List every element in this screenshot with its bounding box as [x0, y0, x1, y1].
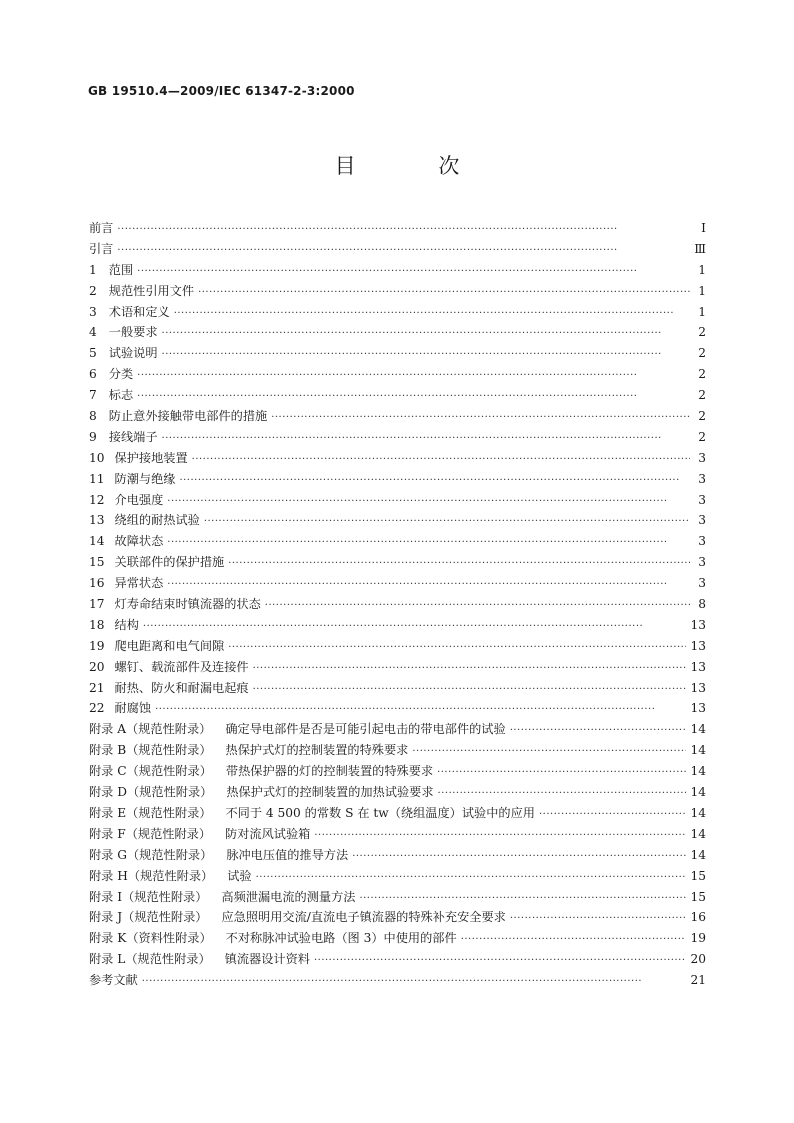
dot-leader	[539, 805, 687, 826]
toc-row[interactable]	[89, 636, 706, 657]
toc-entry-text	[89, 824, 310, 845]
dot-leader	[253, 659, 687, 680]
toc-appendix-label: 附录 K（资料性附录）	[89, 931, 212, 946]
toc-row[interactable]	[89, 970, 706, 991]
toc-page-number: 2	[698, 409, 706, 424]
toc-page-number: 14	[690, 743, 706, 758]
dot-leader	[437, 763, 686, 784]
dot-leader	[155, 700, 686, 721]
toc-page-number: 19	[690, 931, 706, 946]
toc-entry-text	[89, 531, 163, 552]
toc-row[interactable]	[89, 510, 706, 531]
toc-entry-text	[89, 573, 163, 594]
toc-section-title: 高频泄漏电流的测量方法	[221, 889, 356, 904]
toc-entry-text	[89, 657, 249, 678]
toc-entry-text	[89, 636, 224, 657]
toc-page-number: 3	[698, 576, 706, 591]
toc-page-number: 3	[698, 492, 706, 507]
toc-entry-text	[89, 782, 434, 803]
dot-leader	[174, 304, 690, 325]
toc-row[interactable]	[89, 866, 706, 887]
toc-section-number: 8	[89, 409, 97, 424]
dot-leader	[228, 638, 686, 659]
page-title: 目 次	[334, 154, 498, 178]
toc-page-number: 14	[690, 764, 706, 779]
toc-section-number: 14	[89, 534, 105, 549]
toc-row[interactable]	[89, 322, 706, 343]
toc-section-title: 引言	[89, 241, 114, 256]
toc-entry-text	[89, 845, 348, 866]
toc-row[interactable]	[89, 531, 706, 552]
toc-section-number: 9	[89, 429, 97, 444]
toc-row[interactable]	[89, 740, 706, 761]
toc-entry-text	[89, 427, 158, 448]
toc-row[interactable]	[89, 887, 706, 908]
toc-section-number: 4	[89, 325, 97, 340]
toc-page-number: 14	[690, 722, 706, 737]
toc-page-number: 2	[698, 429, 706, 444]
dot-leader	[162, 345, 690, 366]
toc-entry-text	[89, 970, 138, 991]
toc-row[interactable]	[89, 594, 706, 615]
toc-entry-text	[89, 239, 113, 260]
toc-row[interactable]	[89, 281, 706, 302]
toc-section-title: 热保护式灯的控制装置的加热试验要求	[226, 785, 434, 800]
toc-entry-text	[89, 406, 267, 427]
toc-appendix-label: 附录 H（规范性附录）	[89, 868, 214, 883]
toc-section-number: 18	[89, 617, 105, 632]
toc-entry-text	[89, 949, 310, 970]
toc-page-number: 3	[698, 534, 706, 549]
dot-leader	[143, 617, 687, 638]
toc-entry-text	[89, 448, 188, 469]
toc-entry-text	[89, 260, 133, 281]
toc-row[interactable]	[89, 907, 706, 928]
toc-entry-text	[89, 552, 224, 573]
dot-leader	[253, 680, 687, 701]
dot-leader	[179, 471, 690, 492]
toc-row[interactable]	[89, 469, 706, 490]
toc-section-number: 12	[89, 492, 105, 507]
toc-entry-text	[89, 385, 133, 406]
toc-section-title: 确定导电部件是否是可能引起电击的带电部件的试验	[225, 722, 506, 737]
toc-section-title: 标志	[108, 388, 134, 403]
toc-section-number: 2	[89, 283, 97, 298]
toc-page-number: 3	[698, 450, 706, 465]
toc-page-number: 14	[690, 826, 706, 841]
toc-section-title: 不对称脉冲试验电路（图 3）中使用的部件	[225, 931, 457, 946]
toc-section-title: 防潮与绝缘	[114, 471, 176, 486]
toc-section-title: 耐腐蚀	[114, 701, 152, 716]
dot-leader	[359, 889, 686, 910]
toc-appendix-label: 附录 F（规范性附录）	[89, 826, 212, 841]
toc-entry-text	[89, 490, 163, 511]
toc-page-number: 13	[690, 617, 706, 632]
toc-entry-text	[89, 302, 170, 323]
toc-row[interactable]	[89, 364, 706, 385]
toc-section-title: 爬电距离和电气间隙	[114, 638, 225, 653]
toc-entry-text	[89, 594, 261, 615]
toc-row[interactable]	[89, 719, 706, 740]
toc-section-title: 带热保护器的灯的控制装置的特殊要求	[225, 764, 434, 779]
toc-entry-text	[89, 218, 113, 239]
dot-leader	[352, 847, 686, 868]
toc-page-number: 13	[690, 701, 706, 716]
toc-page-number: 20	[690, 952, 706, 967]
toc-section-number: 5	[89, 346, 97, 361]
toc-page-number: Ⅲ	[694, 241, 706, 256]
toc-entry-text	[89, 740, 408, 761]
toc-entry-text	[89, 887, 355, 908]
toc-row[interactable]	[89, 845, 706, 866]
toc-appendix-label: 附录 E（规范性附录）	[89, 805, 212, 820]
toc-section-title: 螺钉、载流部件及连接件	[114, 659, 249, 674]
toc-row[interactable]	[89, 657, 706, 678]
toc-page-number: 13	[690, 680, 706, 695]
dot-leader	[142, 972, 687, 993]
toc-appendix-label: 附录 L（规范性附录）	[89, 952, 211, 967]
toc-section-title: 防对流风试验箱	[225, 826, 311, 841]
toc-section-number: 16	[89, 576, 105, 591]
toc-row[interactable]	[89, 949, 706, 970]
toc-section-number: 1	[89, 262, 97, 277]
dot-leader	[137, 387, 690, 408]
toc-entry-text	[89, 866, 252, 887]
toc-page-number: 2	[698, 325, 706, 340]
toc-section-title: 防止意外接触带电部件的措施	[108, 409, 268, 424]
toc-row[interactable]	[89, 782, 706, 803]
dot-leader	[256, 868, 687, 889]
toc-row[interactable]	[89, 698, 706, 719]
toc-section-title: 介电强度	[114, 492, 164, 507]
toc-row[interactable]	[89, 218, 706, 239]
toc-section-title: 脉冲电压值的推导方法	[226, 847, 349, 862]
toc-section-number: 6	[89, 367, 97, 382]
toc-row[interactable]	[89, 448, 706, 469]
dot-leader	[192, 450, 690, 471]
toc-section-title: 术语和定义	[108, 304, 170, 319]
dot-leader	[117, 241, 690, 262]
toc-appendix-label: 附录 I（规范性附录）	[89, 889, 208, 904]
toc-page-number: 13	[690, 638, 706, 653]
toc-appendix-label: 附录 B（规范性附录）	[89, 743, 212, 758]
toc-section-title: 结构	[114, 617, 139, 632]
dot-leader	[162, 429, 690, 450]
dot-leader	[198, 283, 690, 304]
toc-entry-text	[89, 803, 535, 824]
toc-row[interactable]	[89, 406, 706, 427]
toc-section-number: 7	[89, 388, 97, 403]
toc-section-number: 10	[89, 450, 105, 465]
toc-section-number: 3	[89, 304, 97, 319]
dot-leader	[438, 784, 687, 805]
dot-leader	[167, 575, 690, 596]
toc-entry-text	[89, 761, 433, 782]
dot-leader	[204, 512, 690, 533]
toc-section-title: 接线端子	[108, 429, 158, 444]
toc-page-number: 15	[690, 868, 706, 883]
dot-leader	[117, 220, 690, 241]
toc-page-number: 14	[690, 805, 706, 820]
toc-row[interactable]	[89, 803, 706, 824]
toc-appendix-label: 附录 C（规范性附录）	[89, 764, 212, 779]
toc-entry-text	[89, 364, 133, 385]
toc-entry-text	[89, 615, 139, 636]
toc-entry-text	[89, 907, 506, 928]
dot-leader	[510, 721, 687, 742]
toc-section-title: 规范性引用文件	[108, 283, 195, 298]
toc-section-title: 试验	[227, 868, 252, 883]
toc-page-number: 21	[690, 973, 706, 988]
dot-leader	[271, 408, 690, 429]
toc-page-number: 15	[690, 889, 706, 904]
toc-row[interactable]	[89, 615, 706, 636]
toc-page-number: 13	[690, 659, 706, 674]
dot-leader	[461, 930, 687, 951]
toc-row[interactable]	[89, 385, 706, 406]
toc-section-number: 17	[89, 597, 105, 612]
standard-code: GB 19510.4—2009/IEC 61347-2-3:2000	[88, 84, 355, 98]
table-of-contents	[89, 218, 706, 991]
toc-row[interactable]	[89, 490, 706, 511]
toc-page-number: 1	[698, 304, 706, 319]
toc-entry-text	[89, 322, 158, 343]
toc-row[interactable]	[89, 824, 706, 845]
toc-section-number: 20	[89, 659, 105, 674]
toc-row[interactable]	[89, 343, 706, 364]
dot-leader	[412, 742, 686, 763]
toc-row[interactable]	[89, 761, 706, 782]
dot-leader	[162, 324, 690, 345]
toc-row[interactable]	[89, 928, 706, 949]
toc-section-number: 15	[89, 555, 105, 570]
toc-page-number: 1	[698, 283, 706, 298]
toc-section-title: 耐热、防火和耐漏电起痕	[114, 680, 249, 695]
dot-leader	[510, 909, 687, 930]
toc-row[interactable]	[89, 552, 706, 573]
toc-page-number: 3	[698, 471, 706, 486]
toc-section-title: 保护接地装置	[114, 450, 188, 465]
toc-section-number: 11	[89, 471, 105, 486]
toc-section-title: 试验说明	[108, 346, 158, 361]
toc-entry-text	[89, 343, 158, 364]
toc-entry-text	[89, 928, 457, 949]
dot-leader	[137, 366, 690, 387]
toc-section-title: 绕组的耐热试验	[114, 513, 200, 528]
toc-section-title: 关联部件的保护措施	[114, 555, 225, 570]
toc-appendix-label: 附录 D（规范性附录）	[89, 785, 213, 800]
toc-section-number: 19	[89, 638, 105, 653]
toc-section-title: 分类	[108, 367, 134, 382]
dot-leader	[137, 262, 690, 283]
toc-row[interactable]	[89, 239, 706, 260]
toc-appendix-label: 附录 J（规范性附录）	[89, 910, 208, 925]
toc-row[interactable]	[89, 573, 706, 594]
toc-entry-text	[89, 469, 175, 490]
toc-section-number: 22	[89, 701, 105, 716]
toc-entry-text	[89, 719, 506, 740]
dot-leader	[228, 554, 690, 575]
toc-section-title: 范围	[108, 262, 134, 277]
toc-page-number: 2	[698, 346, 706, 361]
toc-section-title: 前言	[89, 221, 114, 235]
toc-row[interactable]	[89, 302, 706, 323]
dot-leader	[167, 533, 690, 554]
toc-section-title: 应急照明用交流/直流电子镇流器的特殊补充安全要求	[221, 910, 506, 925]
toc-row[interactable]	[89, 678, 706, 699]
toc-page-number: 14	[690, 847, 706, 862]
toc-section-title: 灯寿命结束时镇流器的状态	[114, 597, 261, 612]
toc-page-number: 2	[698, 367, 706, 382]
dot-leader	[167, 492, 690, 513]
toc-entry-text	[89, 510, 200, 531]
toc-page-number: 2	[698, 388, 706, 403]
toc-entry-text	[89, 698, 151, 719]
dot-leader	[314, 826, 686, 847]
toc-page-number: 16	[690, 910, 706, 925]
toc-page-number: 3	[698, 513, 706, 528]
toc-section-number: 13	[89, 513, 105, 528]
toc-appendix-label: 附录 G（规范性附录）	[89, 847, 213, 862]
toc-entry-text	[89, 281, 194, 302]
toc-section-title: 一般要求	[108, 325, 158, 340]
toc-page-number: 8	[698, 597, 706, 612]
toc-row[interactable]	[89, 260, 706, 281]
dot-leader	[265, 596, 690, 617]
toc-section-title: 热保护式灯的控制装置的特殊要求	[225, 743, 409, 758]
toc-section-title: 异常状态	[114, 576, 164, 591]
toc-page-number: 3	[698, 555, 706, 570]
toc-entry-text	[89, 678, 249, 699]
toc-section-title: 不同于 4 500 的常数 S 在 tw（绕组温度）试验中的应用	[225, 805, 535, 820]
toc-page-number: 1	[698, 262, 706, 277]
toc-row[interactable]	[89, 427, 706, 448]
toc-section-title: 参考文献	[89, 973, 138, 988]
toc-page-number: 14	[690, 785, 706, 800]
toc-section-title: 镇流器设计资料	[224, 952, 310, 967]
toc-section-title: 故障状态	[114, 534, 164, 549]
toc-page-number: Ⅰ	[701, 221, 706, 235]
toc-section-number: 21	[89, 680, 105, 695]
dot-leader	[314, 951, 687, 972]
toc-appendix-label: 附录 A（规范性附录）	[89, 722, 212, 737]
